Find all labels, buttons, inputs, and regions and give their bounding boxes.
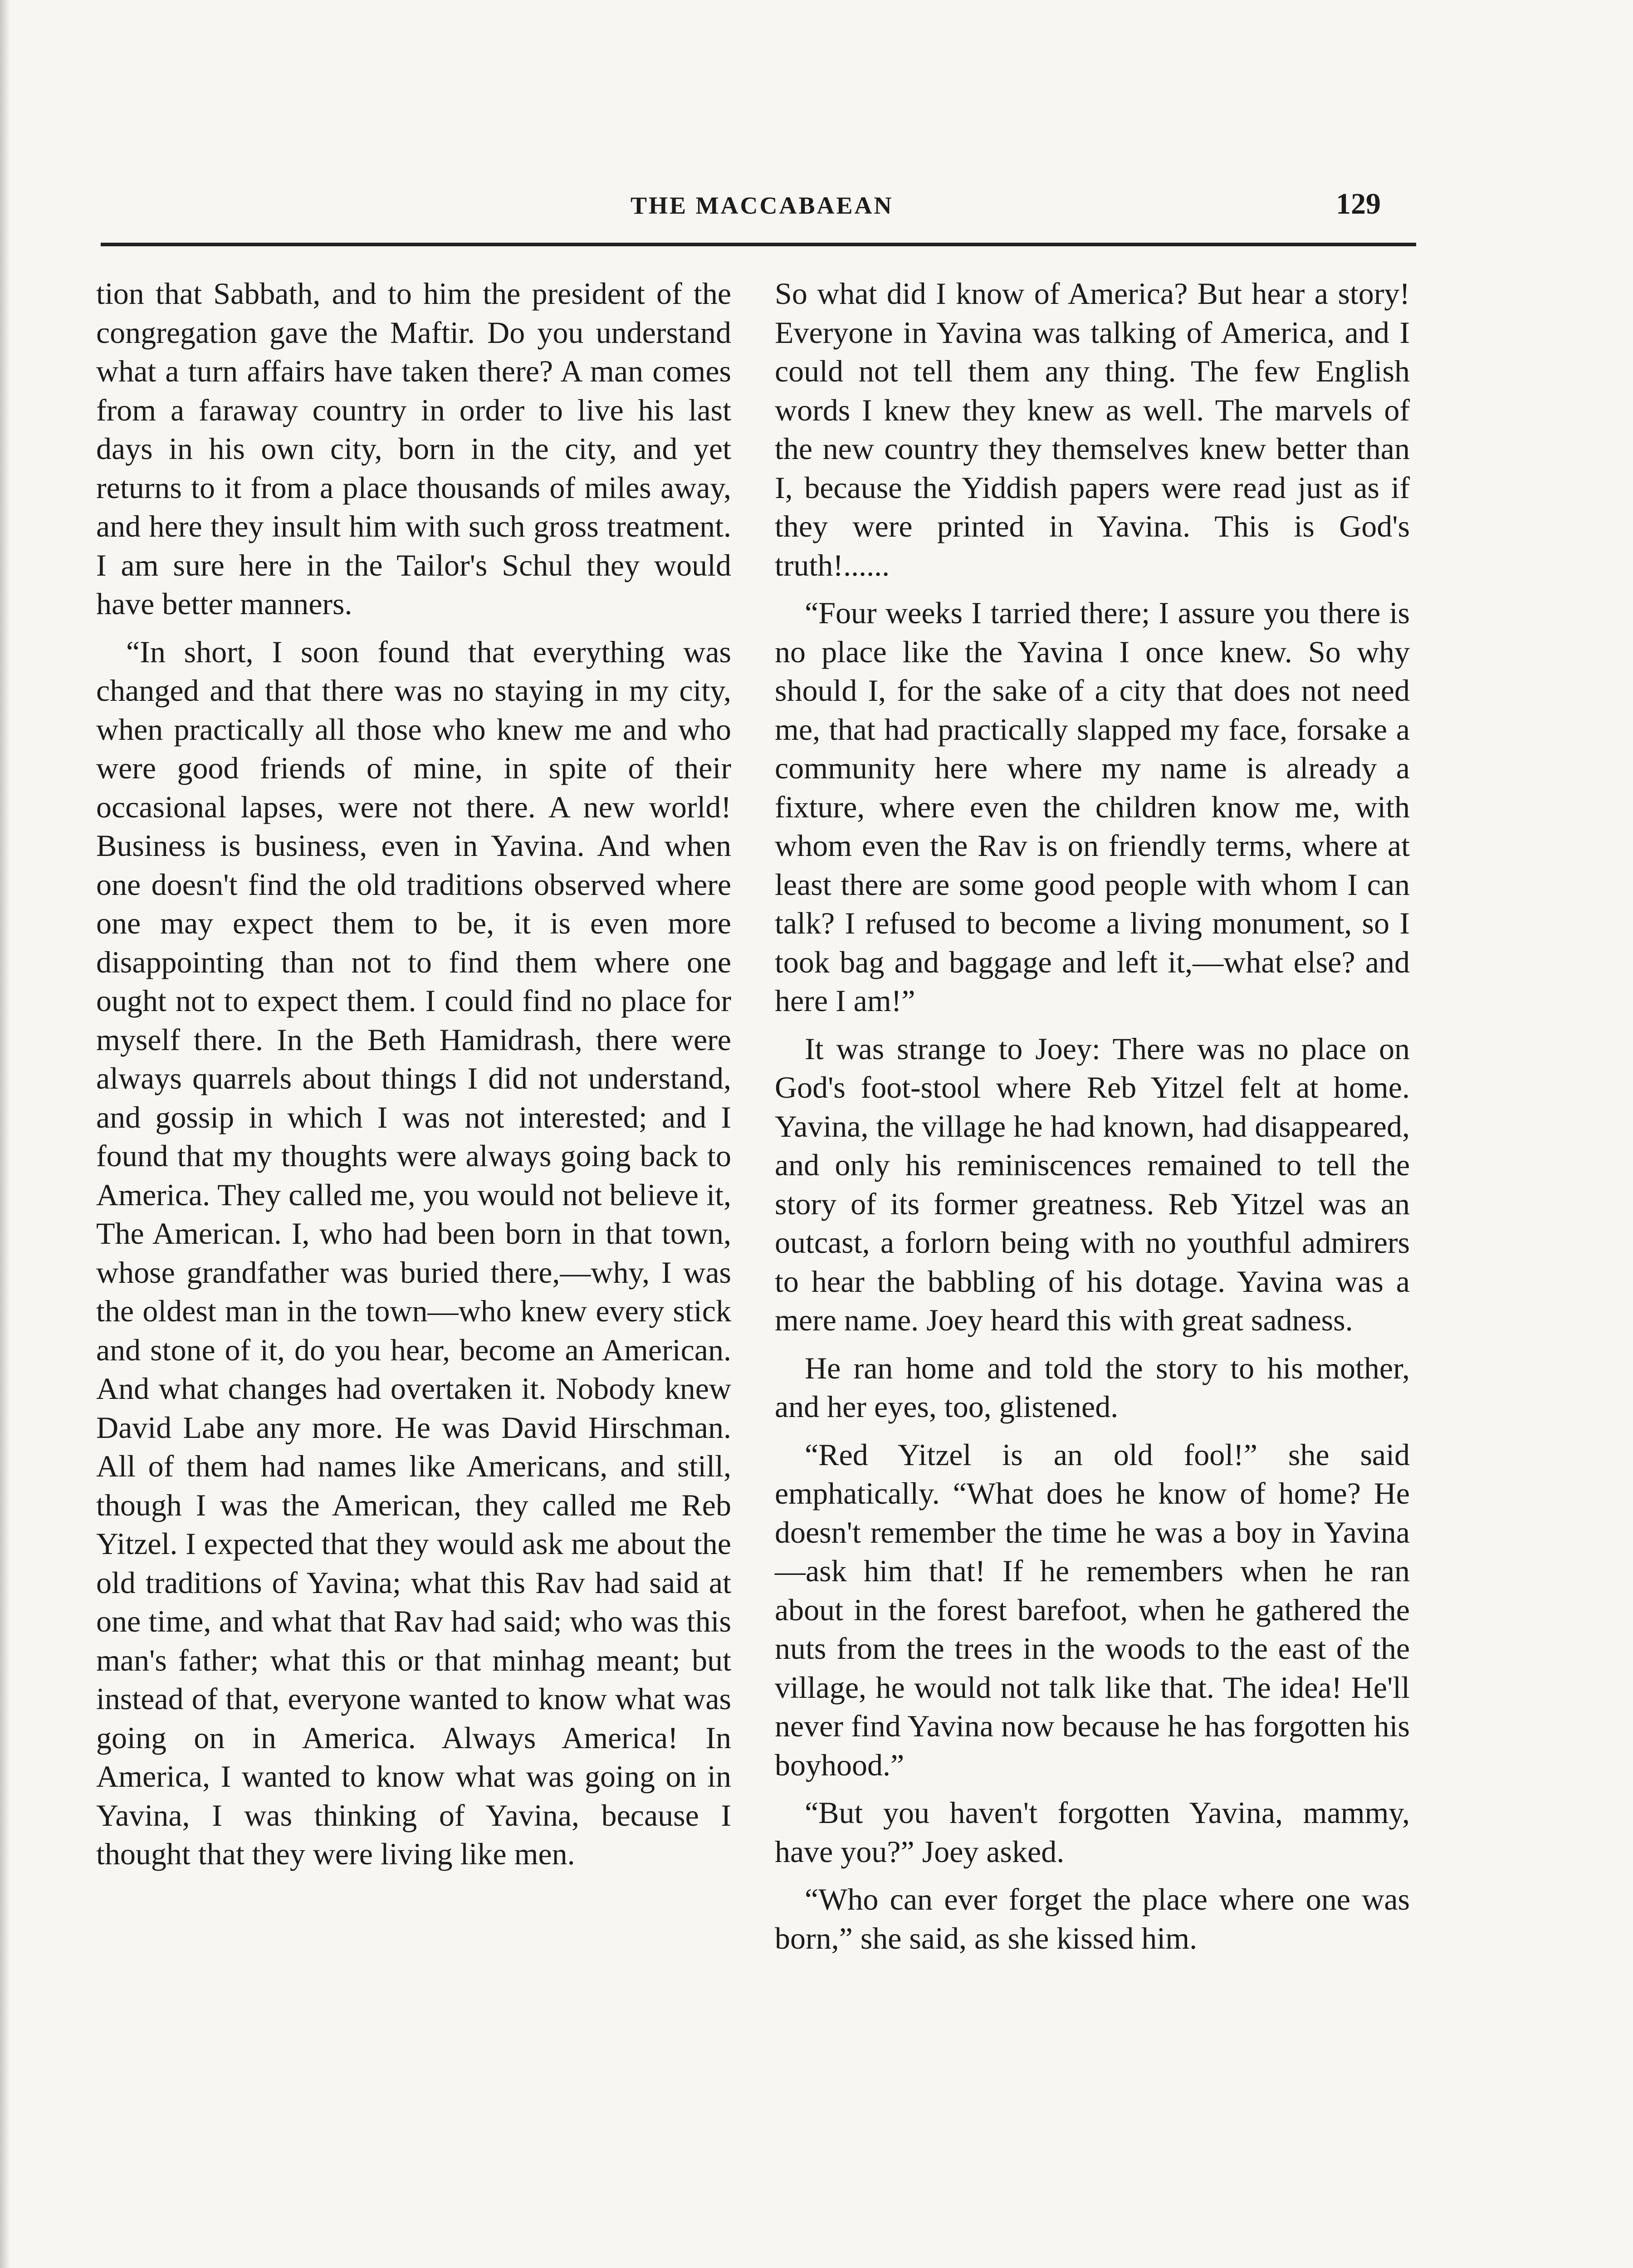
page-edge-shadow [0, 0, 10, 2268]
paragraph: It was strange to Joey: There was no place on God's foot-stool where Reb Yitzel felt at home. Yavina, the village he had known, had disappeared, and only his reminiscences remained to tell the story of its former greatness. Reb Yitzel was an outcast, a forlorn being with no youthful admirers to hear the babbling of his dotage. Yavina was a mere name. Joey heard this with great sadness. [775, 1031, 1410, 1337]
header-rule [101, 243, 1416, 246]
paragraph: So what did I know of America? But hear a story! Everyone in Yavina was talking of America, and I could not tell them any thing. The few English words I knew they knew as well. The marvels of the new country they themselves knew better than I, because the Yiddish papers were read just as if they were printed in Yavina. This is God's truth!...... [775, 276, 1410, 582]
page-number: 129 [1336, 187, 1381, 220]
paragraph: “Red Yitzel is an old fool!” she said emphatically. “What does he know of home? He doesn't remember the time he was a boy in Yavina—ask him that! If he remembers when he ran about in the forest barefoot, when he gathered the nuts from the trees in the woods to the east of the village, he would not talk like that. The idea! He'll never find Yavina now because he has forgotten his boyhood.” [775, 1437, 1410, 1782]
paragraph: “But you haven't forgotten Yavina, mammy, have you?” Joey asked. [775, 1795, 1410, 1869]
left-column [96, 274, 731, 1883]
paragraph: tion that Sabbath, and to him the president of the congregation gave the Maftir. Do you understand what a turn affairs have taken there? A man comes from a faraway country in order to live his last days in his own city, born in the city, and yet returns to it from a place thousands of miles away, and here they insult him with such gross treatment. I am sure here in the Tailor's Schul they would have better manners. [96, 276, 731, 621]
paragraph: “Four weeks I tarried there; I assure you there is no place like the Yavina I once knew. So why should I, for the sake of a city that does not need me, that had practically slapped my face, forsake a community here where my name is already a fixture, where even the children know me, with whom even the Rav is on friendly terms, where at least there are some good people with whom I can talk? I refused to become a living monument, so I took bag and baggage and left it,—what else? and here I am!” [775, 596, 1410, 1018]
running-head: THE MACCABAEAN [631, 192, 894, 219]
right-column [775, 274, 1410, 1967]
paragraph: He ran home and told the story to his mother, and her eyes, too, glistened. [775, 1350, 1410, 1424]
paragraph: “Who can ever forget the place where one was born,” she said, as she kissed him. [775, 1882, 1410, 1955]
paragraph: “In short, I soon found that everything was changed and that there was no staying in my city, when practically all those who knew me and who were good friends of mine, in spite of their occasional lapses, were not there. A new world! Business is business, even in Yavina. And when one doesn't find the old traditions observed where one may expect them to be, it is even more disappointing than not to find them where one ought not to expect them. I could find no place for myself there. In the Beth Hamidrash, there were always quarrels about things I did not understand, and gossip in which I was not interested; and I found that my thoughts were always going back to America. They called me, you would not believe it, The American. I, who had been born in that town, whose grandfather was buried there,—why, I was the oldest man in the town—who knew every stick and stone of it, do you hear, become an American. And what changes had overtaken it. Nobody knew David Labe any more. He was David Hirschman. All of them had names like Americans, and still, though I was the American, they called me Reb Yitzel. I expected that they would ask me about the old traditions of Yavina; what this Rav had said at one time, and what that Rav had said; who was this man's father; what this or that minhag meant; but instead of that, everyone wanted to know what was going on in America. Always America! In America, I wanted to know what was going on in Yavina, I was thinking of Yavina, because I thought that they were living like men. [96, 634, 731, 1871]
